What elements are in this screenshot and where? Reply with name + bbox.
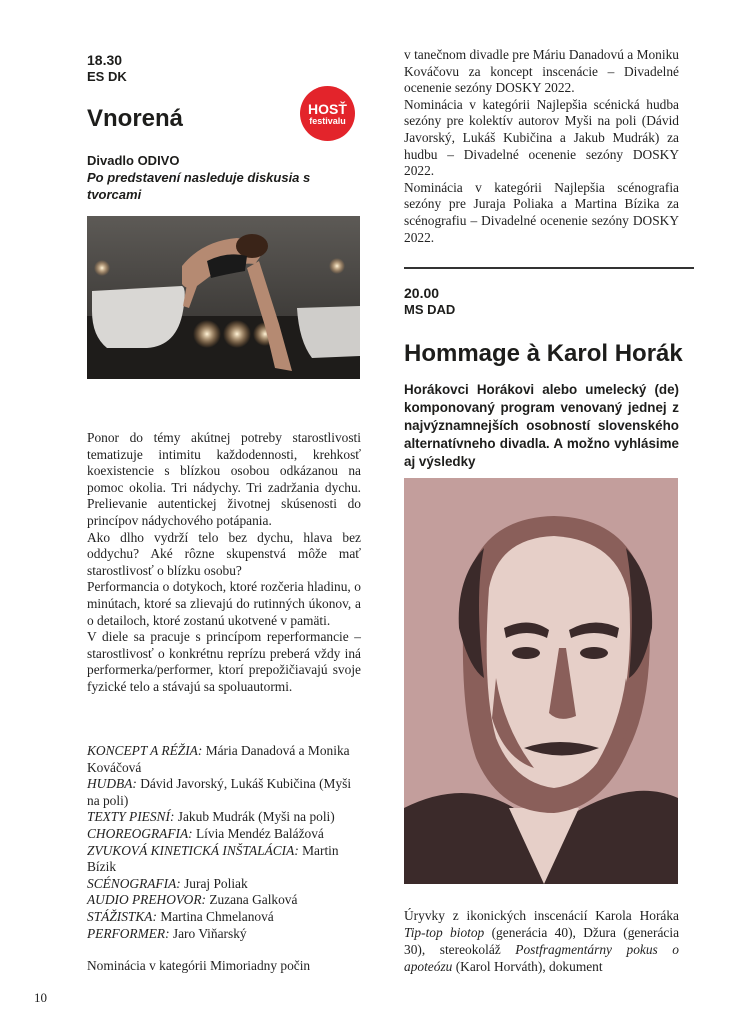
company-name: Divadlo ODIVO bbox=[87, 153, 180, 168]
credit-name: Jaro Viňarský bbox=[172, 925, 247, 941]
guest-festival-badge bbox=[300, 86, 355, 141]
description-text: (generácia 40), Džura (generácia 30), stereokoláž bbox=[404, 925, 680, 957]
credit-item bbox=[87, 826, 361, 843]
description-text: (Karol Horváth), dokument bbox=[452, 959, 603, 974]
credit-role: ZVUKOVÁ KINETICKÁ INŠTALÁCIA: bbox=[87, 842, 299, 858]
description-paragraph: Ponor do témy akútnej potreby starostlivosti tematizuje intimitu každodennosti, krehkosť koexistencie s blízkou osobou odkázanou na pomoc okolia. Tri nádychy. Tri zadržania dychu. Prelievanie autentickej životnej skúsenosti do princípov nádychového potápania. bbox=[87, 430, 361, 528]
credit-item bbox=[87, 892, 361, 909]
event-description bbox=[87, 430, 361, 696]
credit-item bbox=[87, 776, 361, 809]
nomination-start: Nominácia v kategórii Mimoriadny počin bbox=[87, 958, 311, 973]
credit-item bbox=[87, 809, 361, 826]
credit-role: TEXTY PIESNÍ: bbox=[87, 809, 175, 825]
credit-item bbox=[87, 843, 361, 876]
event-title: Hommage à Karol Horák bbox=[404, 340, 683, 367]
credits-list bbox=[87, 743, 361, 942]
credit-name: Lívia Mendéz Balážová bbox=[195, 825, 324, 841]
nominations bbox=[404, 47, 679, 246]
credit-name: Martina Chmelanová bbox=[160, 908, 274, 924]
event-title: Vnorená bbox=[87, 105, 184, 132]
credit-role: HUDBA: bbox=[87, 776, 137, 792]
badge-line2: festivalu bbox=[309, 115, 346, 126]
credit-role: KONCEPT A RÉŽIA: bbox=[87, 743, 203, 758]
nomination-paragraph: Nominácia v kategórii Najlepšia scénická hudba sezóny pre kolektív autorov Myši na poli (Dávid Javorský, Lukáš Kubičina a Jakub Mudrák) za hudbu – Divadelné ocenenie sezóny DOSKY 2022. bbox=[404, 96, 679, 179]
credit-role: SCÉNOGRAFIA: bbox=[87, 875, 181, 891]
description-text: Úryvky z ikonických inscenácií Karola Horáka bbox=[404, 908, 679, 923]
description-paragraph: V diele sa pracuje s princípom reperformancie – starostlivosť o konkrétnu reprízu preberá vždy iná performerka/performer, ktorí prepožičiavajú svoje fyzické telo a stávajú sa spoluautormi. bbox=[87, 629, 361, 694]
event-description bbox=[404, 907, 679, 975]
badge-line1: HOSŤ bbox=[308, 100, 347, 117]
event-time: 20.00 bbox=[404, 285, 440, 301]
page-number: 10 bbox=[34, 990, 47, 1005]
work-title: Tip-top biotop bbox=[404, 925, 485, 940]
description-paragraph: Ako dlho vydrží telo bez dychu, hlava bez oddychu? Aké rôzne skupenstvá môže mať starostlivosť o blízku osobu? bbox=[87, 529, 361, 578]
event-time: 18.30 bbox=[87, 52, 123, 68]
discussion-note: Po predstavení nasleduje diskusia s tvorcami bbox=[87, 170, 311, 202]
credit-item bbox=[87, 926, 361, 943]
description-paragraph: Performancia o dotykoch, ktoré rozčeria hladinu, o minútach, ktoré sa zlievajú do rutinných úkonov, a o detailoch, ktoré zostanú ukotvené v pamäti. bbox=[87, 579, 361, 628]
credit-name: Dávid Javorský, Lukáš Kubičina (Myši na poli) bbox=[87, 776, 352, 808]
credit-name: Juraj Poliak bbox=[184, 875, 248, 891]
nomination-paragraph: Nominácia v kategórii Najlepšia scénografia sezóny pre Juraja Poliaka a Martina Bízika za scénografiu – Divadelné ocenenie sezóny DOSKY 2022. bbox=[404, 179, 679, 245]
work-title: Postfragmentárny pokus o apoteózu bbox=[404, 942, 679, 974]
credit-name: Martin Bízik bbox=[87, 842, 339, 875]
credit-role: CHOREOGRAFIA: bbox=[87, 825, 193, 841]
credit-item bbox=[87, 743, 361, 776]
nomination-paragraph: v tanečnom divadle pre Máriu Danadovú a Moniku Kováčovu za koncept inscenácie – Divadelné ocenenie sezóny DOSKY 2022. bbox=[404, 47, 679, 96]
credit-name: Zuzana Galková bbox=[209, 892, 298, 908]
event-venue: MS DAD bbox=[404, 302, 456, 317]
credit-item bbox=[87, 876, 361, 893]
credit-name: Jakub Mudrák (Myši na poli) bbox=[177, 809, 335, 825]
event-venue: ES DK bbox=[87, 69, 127, 84]
karol-horak-portrait bbox=[404, 478, 678, 884]
event-lead: Horákovci Horákovi alebo umelecký (de) komponovaný program venovaný jednej z najvýznamnejších osobností slovenského alternatívneho divadla. A možno vyhlásime aj výsledky bbox=[404, 382, 679, 469]
section-divider bbox=[404, 267, 694, 269]
performance-photo bbox=[87, 216, 360, 379]
portrait-illustration bbox=[404, 478, 678, 884]
credit-item bbox=[87, 909, 361, 926]
credit-role: PERFORMER: bbox=[87, 925, 170, 941]
credit-name: Mária Danadová a Monika Kováčová bbox=[87, 743, 350, 775]
credit-role: AUDIO PREHOVOR: bbox=[87, 892, 206, 908]
credit-role: STÁŽISTKA: bbox=[87, 908, 157, 924]
performance-photo-illustration bbox=[87, 216, 360, 379]
